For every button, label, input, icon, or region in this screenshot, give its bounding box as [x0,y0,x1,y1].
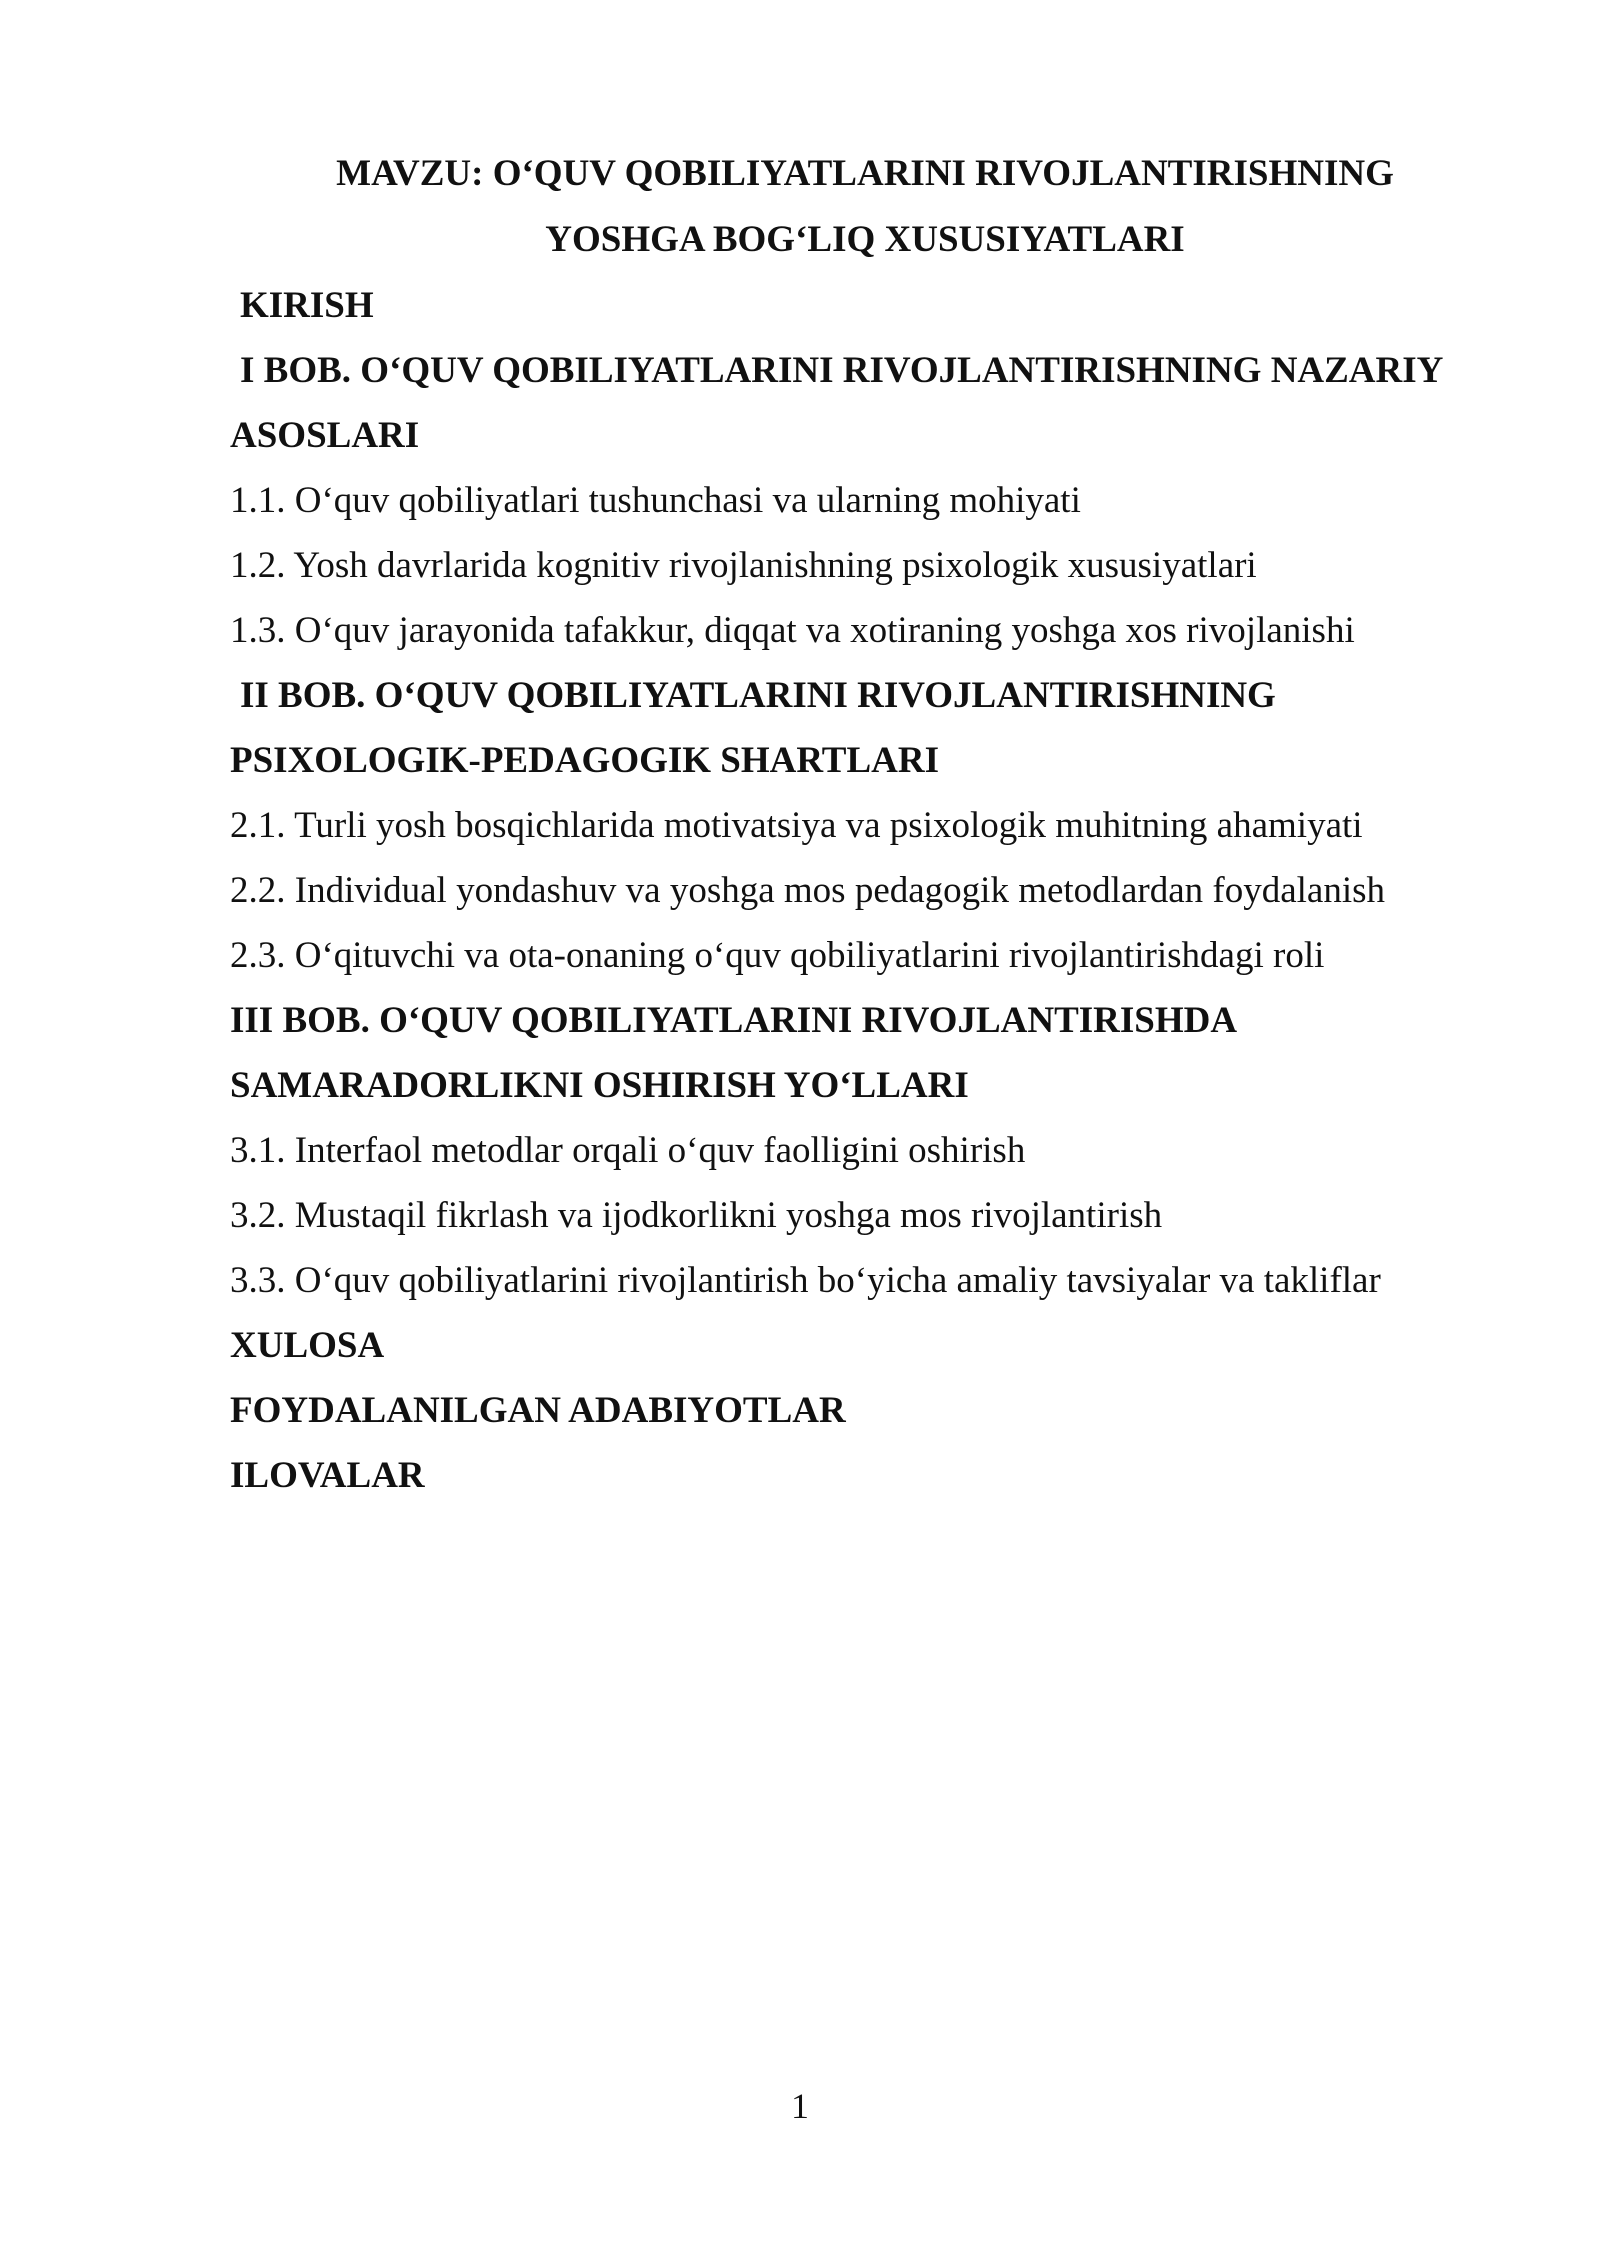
toc-ilovalar: ILOVALAR [230,1455,425,1496]
toc-chapter-3-heading-line-2: SAMARADORLIKNI OSHIRISH YO‘LLARI [230,1065,969,1106]
toc-chapter-2-heading-line-1: II BOB. O‘QUV QOBILIYATLARINI RIVOJLANTIRISHNING [240,675,1276,716]
toc-kirish: KIRISH [240,285,374,326]
toc-section-1-1: 1.1. O‘quv qobiliyatlari tushunchasi va ularning mohiyati [230,480,1081,521]
toc-section-2-3: 2.3. O‘qituvchi va ota-onaning o‘quv qobiliyatlarini rivojlantirishdagi roli [230,935,1325,976]
document-title-line-2: YOSHGA BOG‘LIQ XUSUSIYATLARI [545,219,1185,260]
toc-xulosa: XULOSA [230,1325,385,1366]
toc-section-3-3: 3.3. O‘quv qobiliyatlarini rivojlantirish bo‘yicha amaliy tavsiyalar va takliflar [230,1260,1381,1301]
toc-section-3-2: 3.2. Mustaqil fikrlash va ijodkorlikni yoshga mos rivojlantirish [230,1195,1163,1236]
toc-chapter-3-heading-line-1: III BOB. O‘QUV QOBILIYATLARINI RIVOJLANTIRISHDA [230,1000,1238,1041]
toc-section-1-3: 1.3. O‘quv jarayonida tafakkur, diqqat va xotiraning yoshga xos rivojlanishi [230,610,1355,651]
document-title-line-1: MAVZU: O‘QUV QOBILIYATLARINI RIVOJLANTIRISHNING [336,153,1394,194]
toc-chapter-2-heading-line-2: PSIXOLOGIK-PEDAGOGIK SHARTLARI [230,740,939,781]
toc-section-1-2: 1.2. Yosh davrlarida kognitiv rivojlanishning psixologik xususiyatlari [230,545,1257,586]
page-number: 1 [791,2086,809,2126]
toc-section-2-1: 2.1. Turli yosh bosqichlarida motivatsiya va psixologik muhitning ahamiyati [230,805,1363,846]
toc-section-3-1: 3.1. Interfaol metodlar orqali o‘quv faolligini oshirish [230,1130,1026,1171]
toc-chapter-1-heading-line-2: ASOSLARI [230,415,420,456]
toc-section-2-2: 2.2. Individual yondashuv va yoshga mos pedagogik metodlardan foydalanish [230,870,1386,911]
toc-adabiyotlar: FOYDALANILGAN ADABIYOTLAR [230,1390,846,1431]
toc-chapter-1-heading-line-1: I BOB. O‘QUV QOBILIYATLARINI RIVOJLANTIRISHNING NAZARIY [240,350,1444,391]
